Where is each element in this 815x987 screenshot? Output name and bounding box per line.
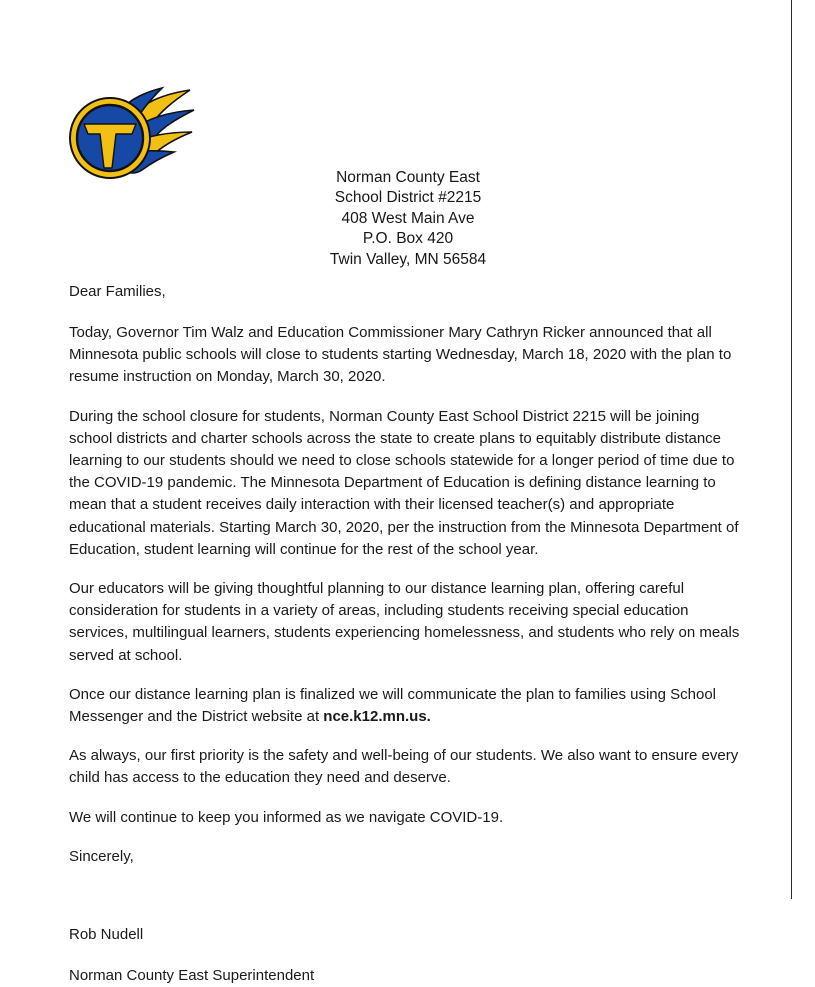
paragraph-communication (69, 684, 741, 728)
address-line-city-state-zip: Twin Valley, MN 56584 (329, 250, 487, 268)
address-line-po-box: P.O. Box 420 (362, 230, 454, 248)
signature-title: Norman County East Superintendent (69, 966, 315, 984)
closing: Sincerely, (69, 847, 134, 865)
paragraph-closure-plan: During the school closure for students, Norman County East School District 2215 will be joining school districts and charter schools across the state to create plans to equitably distribute distance learning to our students should we need to close schools statewide for a longer period of time due to the COVID-19 pandemic. The Minnesota Department of Education is defining distance learning to mean that a student receives daily interaction with their licensed teacher(s) and appropriate educational materials. Starting March 30, 2020, per the instruction from the Minnesota Department of Education, student learning will continue for the rest of the school year. (69, 407, 739, 558)
paragraph-communication-text: Once our distance learning plan is finalized we will communicate the plan to families using School Messenger and the District website at (69, 685, 717, 726)
address-line-district-name: Norman County East (336, 169, 480, 186)
signature-name: Rob Nudell (69, 925, 144, 943)
address-line-street: 408 West Main Ave (341, 209, 475, 227)
flaming-t-titans-logo (68, 88, 196, 188)
salutation: Dear Families, (69, 283, 166, 300)
address-line-district-number: School District #2215 (334, 189, 482, 207)
paragraph-keep-informed: We will continue to keep you informed as we navigate COVID-19. (69, 808, 504, 826)
paragraph-priority: As always, our first priority is the safety and well-being of our students. We also want to ensure every child has access to the education they need and deserve. (69, 747, 739, 787)
paragraph-announcement: Today, Governor Tim Walz and Education Commissioner Mary Cathryn Ricker announced that all Minnesota public schools will close to students starting Wednesday, March 18, 2020 with the plan to resume instruction on Monday, March 30, 2020. (69, 324, 732, 386)
letterhead-address-block (258, 168, 558, 270)
paragraph-educators: Our educators will be giving thoughtful planning to our distance learning plan, offering careful consideration for students in a variety of areas, including students receiving special education services, multilingual learners, students experiencing homelessness, and students who rely on meals served at school. (69, 580, 740, 664)
signature-space (69, 885, 741, 924)
letter-body (69, 281, 741, 987)
district-website-link[interactable]: nce.k12.mn.us. (323, 708, 431, 726)
page-edge-rule (791, 0, 792, 899)
